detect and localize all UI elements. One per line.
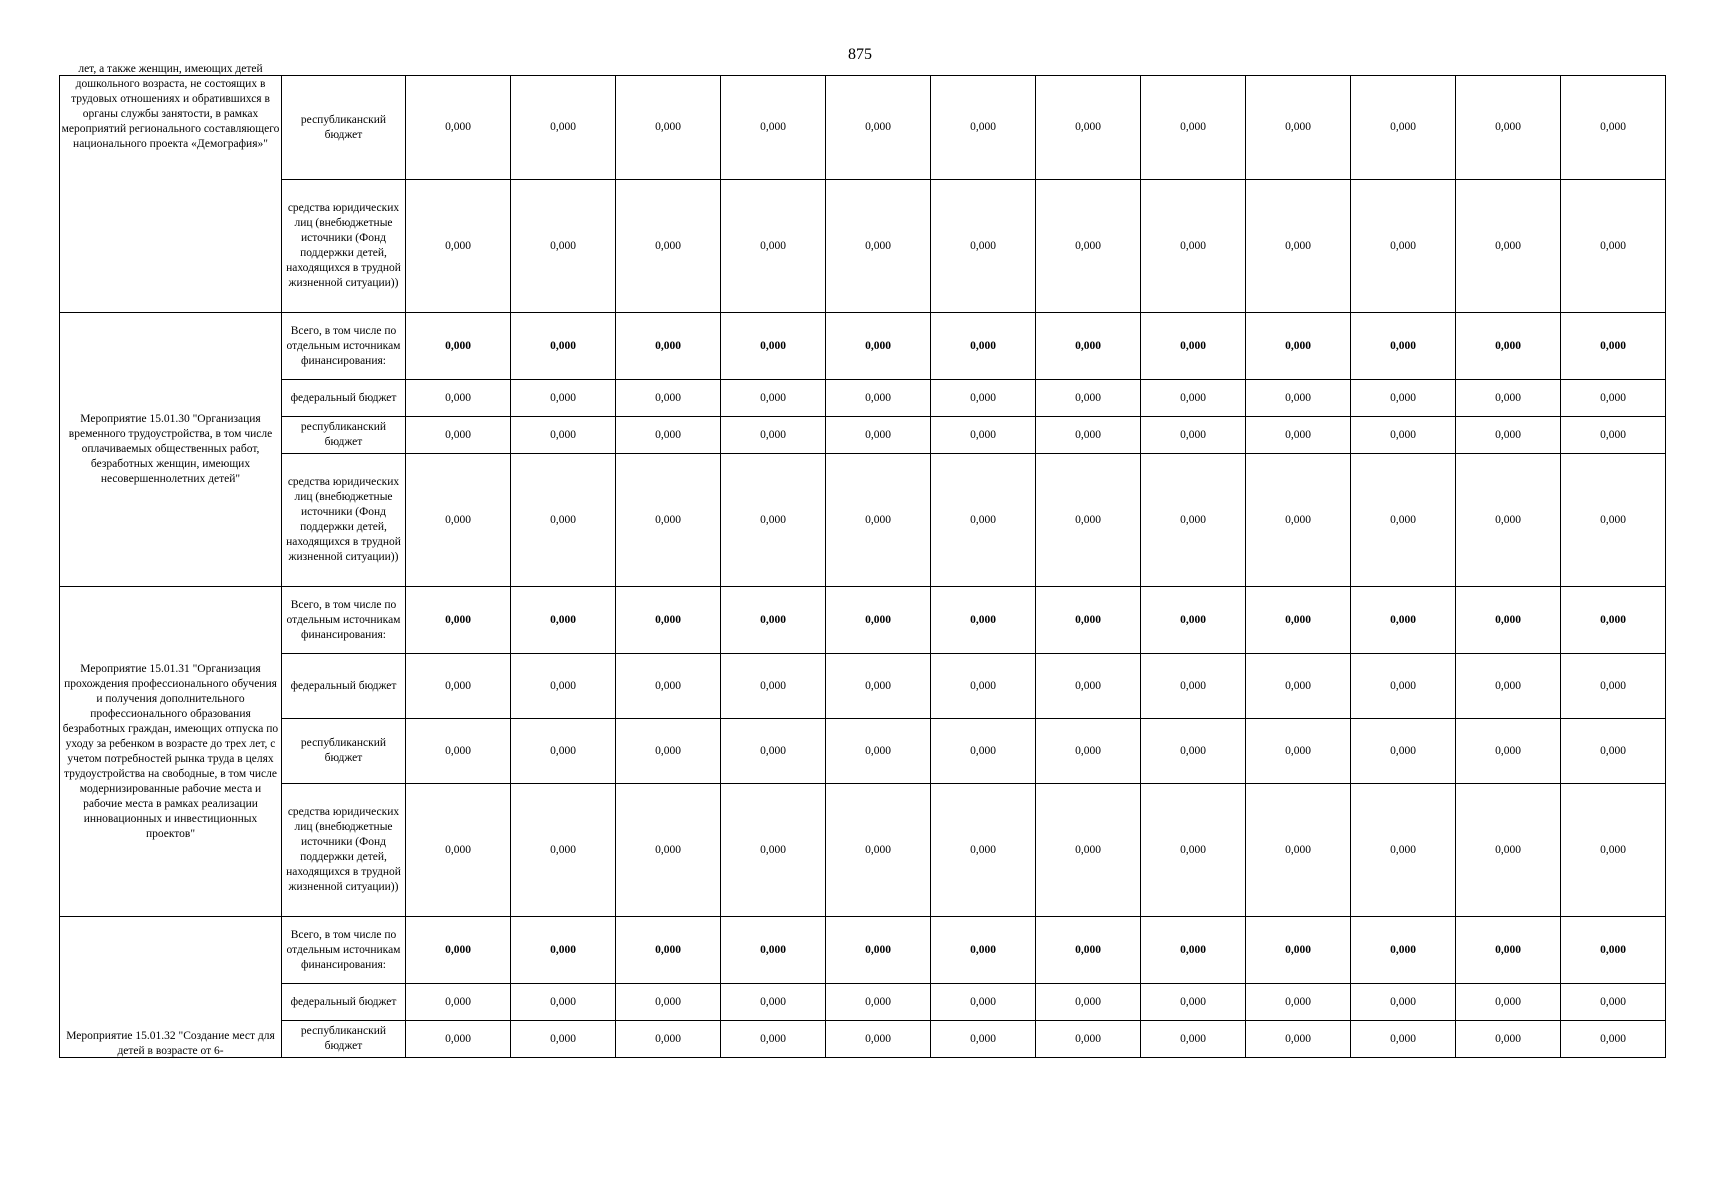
value-cell: 0,000 (826, 180, 931, 313)
value-cell: 0,000 (721, 313, 826, 380)
value-cell: 0,000 (511, 180, 616, 313)
measure-description (60, 917, 282, 1058)
table-row (60, 587, 1666, 654)
value-cell: 0,000 (511, 417, 616, 454)
value-cell: 0,000 (616, 587, 721, 654)
value-cell: 0,000 (1141, 917, 1246, 984)
value-cell: 0,000 (616, 719, 721, 784)
value-cell: 0,000 (1246, 984, 1351, 1021)
value-cell: 0,000 (1141, 454, 1246, 587)
value-cell: 0,000 (826, 454, 931, 587)
value-cell: 0,000 (616, 380, 721, 417)
value-cell: 0,000 (1351, 454, 1456, 587)
value-cell: 0,000 (1141, 76, 1246, 180)
value-cell: 0,000 (931, 984, 1036, 1021)
table-row (60, 917, 1666, 984)
page-number: 875 (848, 46, 872, 63)
value-cell: 0,000 (721, 1021, 826, 1058)
value-cell: 0,000 (1351, 1021, 1456, 1058)
value-cell: 0,000 (511, 313, 616, 380)
value-cell: 0,000 (1456, 313, 1561, 380)
value-cell: 0,000 (1351, 313, 1456, 380)
value-cell: 0,000 (1561, 719, 1666, 784)
funding-table (59, 63, 1666, 1058)
value-cell: 0,000 (826, 719, 931, 784)
value-cell: 0,000 (1456, 917, 1561, 984)
value-cell: 0,000 (1456, 454, 1561, 587)
funding-source: средства юридических лиц (внебюджетные источники (Фонд поддержки детей, находящихся в трудной жизненной ситуации)) (282, 180, 406, 313)
value-cell: 0,000 (616, 784, 721, 917)
value-cell: 0,000 (826, 417, 931, 454)
value-cell: 0,000 (931, 654, 1036, 719)
measure-description (60, 313, 282, 587)
value-cell: 0,000 (1561, 917, 1666, 984)
value-cell: 0,000 (1036, 719, 1141, 784)
value-cell: 0,000 (616, 454, 721, 587)
value-cell: 0,000 (1141, 719, 1246, 784)
value-cell: 0,000 (1456, 654, 1561, 719)
value-cell: 0,000 (1036, 313, 1141, 380)
value-cell: 0,000 (721, 380, 826, 417)
funding-source: республиканский бюджет (282, 76, 406, 180)
value-cell: 0,000 (1036, 654, 1141, 719)
table-row (60, 454, 1666, 587)
value-cell: 0,000 (511, 719, 616, 784)
value-cell: 0,000 (1246, 417, 1351, 454)
funding-source: Всего, в том числе по отдельным источникам финансирования: (282, 313, 406, 380)
measure-description-text: Мероприятие 15.01.30 "Организация временного трудоустройства, в том числе оплачиваемых общественных работ, безработных женщин, имеющих несовершеннолетних детей" (68, 413, 273, 485)
value-cell: 0,000 (1561, 784, 1666, 917)
value-cell: 0,000 (1456, 719, 1561, 784)
value-cell: 0,000 (1351, 180, 1456, 313)
value-cell: 0,000 (1141, 1021, 1246, 1058)
value-cell: 0,000 (826, 984, 931, 1021)
value-cell: 0,000 (1561, 76, 1666, 180)
value-cell: 0,000 (1036, 454, 1141, 587)
value-cell: 0,000 (721, 76, 826, 180)
value-cell: 0,000 (1456, 1021, 1561, 1058)
value-cell: 0,000 (931, 313, 1036, 380)
value-cell: 0,000 (616, 313, 721, 380)
value-cell: 0,000 (1036, 587, 1141, 654)
funding-source: федеральный бюджет (282, 654, 406, 719)
value-cell: 0,000 (1561, 180, 1666, 313)
value-cell: 0,000 (406, 917, 511, 984)
value-cell: 0,000 (616, 76, 721, 180)
value-cell: 0,000 (826, 380, 931, 417)
value-cell: 0,000 (1561, 654, 1666, 719)
value-cell: 0,000 (1246, 784, 1351, 917)
funding-source: республиканский бюджет (282, 719, 406, 784)
value-cell: 0,000 (1456, 380, 1561, 417)
table-row (60, 784, 1666, 917)
value-cell: 0,000 (1456, 180, 1561, 313)
value-cell: 0,000 (1036, 784, 1141, 917)
value-cell: 0,000 (826, 313, 931, 380)
value-cell: 0,000 (1561, 417, 1666, 454)
value-cell: 0,000 (721, 654, 826, 719)
measure-description-text: Мероприятие 15.01.31 "Организация прохождения профессионального обучения и получения дополнительного профессионального образования безработных граждан, имеющих отпуска по уходу за ребенком в возрасте до трех лет, с учетом потребностей рынка труда в целях трудоустройства на свободные, в том числе модернизированные рабочие места и рабочие места в рамках реализации инновационных и инвестиционных проектов" (62, 662, 279, 840)
value-cell: 0,000 (1246, 180, 1351, 313)
value-cell: 0,000 (826, 1021, 931, 1058)
funding-source: федеральный бюджет (282, 380, 406, 417)
value-cell: 0,000 (826, 587, 931, 654)
funding-source: Всего, в том числе по отдельным источникам финансирования: (282, 587, 406, 654)
measure-description (60, 587, 282, 917)
measure-description-text: лет, а также женщин, имеющих детей дошкольного возраста, не состоящих в трудовых отношениях и обратившихся в органы службы занятости, в рамках мероприятий регионального составляющего национального проекта «Демография»" (61, 63, 280, 150)
value-cell: 0,000 (721, 454, 826, 587)
value-cell: 0,000 (826, 917, 931, 984)
value-cell: 0,000 (1036, 180, 1141, 313)
table-row (60, 417, 1666, 454)
value-cell: 0,000 (1456, 984, 1561, 1021)
value-cell: 0,000 (721, 784, 826, 917)
table-row (60, 180, 1666, 313)
value-cell: 0,000 (1246, 1021, 1351, 1058)
value-cell: 0,000 (721, 719, 826, 784)
value-cell: 0,000 (1351, 380, 1456, 417)
value-cell: 0,000 (1141, 313, 1246, 380)
value-cell: 0,000 (1036, 417, 1141, 454)
funding-source: Всего, в том числе по отдельным источникам финансирования: (282, 917, 406, 984)
value-cell: 0,000 (1456, 417, 1561, 454)
value-cell: 0,000 (826, 76, 931, 180)
value-cell: 0,000 (1141, 180, 1246, 313)
value-cell: 0,000 (931, 454, 1036, 587)
value-cell: 0,000 (826, 784, 931, 917)
value-cell: 0,000 (931, 784, 1036, 917)
value-cell: 0,000 (1561, 313, 1666, 380)
value-cell: 0,000 (1246, 313, 1351, 380)
value-cell: 0,000 (1351, 417, 1456, 454)
value-cell: 0,000 (721, 984, 826, 1021)
value-cell: 0,000 (1246, 917, 1351, 984)
value-cell: 0,000 (931, 417, 1036, 454)
value-cell: 0,000 (616, 984, 721, 1021)
funding-source: республиканский бюджет (282, 417, 406, 454)
value-cell: 0,000 (931, 917, 1036, 984)
value-cell: 0,000 (931, 76, 1036, 180)
value-cell: 0,000 (406, 654, 511, 719)
value-cell: 0,000 (406, 1021, 511, 1058)
value-cell: 0,000 (721, 180, 826, 313)
value-cell: 0,000 (721, 917, 826, 984)
value-cell: 0,000 (406, 784, 511, 917)
value-cell: 0,000 (1246, 454, 1351, 587)
table-row (60, 654, 1666, 719)
value-cell: 0,000 (406, 76, 511, 180)
value-cell: 0,000 (931, 180, 1036, 313)
value-cell: 0,000 (931, 719, 1036, 784)
value-cell: 0,000 (1246, 654, 1351, 719)
value-cell: 0,000 (1456, 76, 1561, 180)
value-cell: 0,000 (1561, 1021, 1666, 1058)
table-row (60, 380, 1666, 417)
value-cell: 0,000 (511, 917, 616, 984)
table-row (60, 719, 1666, 784)
value-cell: 0,000 (511, 1021, 616, 1058)
value-cell: 0,000 (1036, 917, 1141, 984)
value-cell: 0,000 (406, 719, 511, 784)
value-cell: 0,000 (406, 587, 511, 654)
table-row (60, 313, 1666, 380)
value-cell: 0,000 (1141, 784, 1246, 917)
value-cell: 0,000 (616, 654, 721, 719)
value-cell: 0,000 (1246, 587, 1351, 654)
value-cell: 0,000 (511, 454, 616, 587)
value-cell: 0,000 (511, 587, 616, 654)
value-cell: 0,000 (1141, 380, 1246, 417)
value-cell: 0,000 (1141, 654, 1246, 719)
funding-source: средства юридических лиц (внебюджетные источники (Фонд поддержки детей, находящихся в трудной жизненной ситуации)) (282, 454, 406, 587)
value-cell: 0,000 (616, 917, 721, 984)
measure-description (60, 63, 282, 313)
value-cell: 0,000 (1561, 380, 1666, 417)
value-cell: 0,000 (406, 454, 511, 587)
value-cell: 0,000 (511, 984, 616, 1021)
value-cell: 0,000 (721, 417, 826, 454)
value-cell: 0,000 (616, 1021, 721, 1058)
value-cell: 0,000 (1141, 984, 1246, 1021)
value-cell: 0,000 (1141, 587, 1246, 654)
value-cell: 0,000 (1246, 76, 1351, 180)
value-cell: 0,000 (1351, 76, 1456, 180)
value-cell: 0,000 (1036, 984, 1141, 1021)
value-cell: 0,000 (1246, 380, 1351, 417)
value-cell: 0,000 (1351, 784, 1456, 917)
value-cell: 0,000 (1456, 587, 1561, 654)
value-cell: 0,000 (511, 76, 616, 180)
table-row (60, 984, 1666, 1021)
value-cell: 0,000 (721, 587, 826, 654)
value-cell: 0,000 (1561, 454, 1666, 587)
value-cell: 0,000 (1561, 587, 1666, 654)
value-cell: 0,000 (1246, 719, 1351, 784)
value-cell: 0,000 (931, 380, 1036, 417)
value-cell: 0,000 (1036, 1021, 1141, 1058)
value-cell: 0,000 (406, 180, 511, 313)
funding-source: республиканский бюджет (282, 1021, 406, 1058)
value-cell: 0,000 (511, 380, 616, 417)
funding-source: средства юридических лиц (внебюджетные источники (Фонд поддержки детей, находящихся в трудной жизненной ситуации)) (282, 784, 406, 917)
value-cell: 0,000 (1351, 917, 1456, 984)
value-cell: 0,000 (931, 587, 1036, 654)
value-cell: 0,000 (1036, 380, 1141, 417)
value-cell: 0,000 (1036, 76, 1141, 180)
value-cell: 0,000 (616, 180, 721, 313)
funding-source: федеральный бюджет (282, 984, 406, 1021)
value-cell: 0,000 (1561, 984, 1666, 1021)
value-cell: 0,000 (1141, 417, 1246, 454)
value-cell: 0,000 (406, 380, 511, 417)
measure-description-text: Мероприятие 15.01.32 "Создание мест для детей в возрасте от 6- (66, 1030, 275, 1057)
value-cell: 0,000 (511, 784, 616, 917)
value-cell: 0,000 (1351, 984, 1456, 1021)
value-cell: 0,000 (616, 417, 721, 454)
value-cell: 0,000 (1351, 587, 1456, 654)
value-cell: 0,000 (1351, 719, 1456, 784)
table-row (60, 76, 1666, 180)
value-cell: 0,000 (1351, 654, 1456, 719)
table-row (60, 1021, 1666, 1058)
value-cell: 0,000 (406, 313, 511, 380)
value-cell: 0,000 (1456, 784, 1561, 917)
value-cell: 0,000 (406, 984, 511, 1021)
value-cell: 0,000 (826, 654, 931, 719)
value-cell: 0,000 (511, 654, 616, 719)
value-cell: 0,000 (931, 1021, 1036, 1058)
value-cell: 0,000 (406, 417, 511, 454)
